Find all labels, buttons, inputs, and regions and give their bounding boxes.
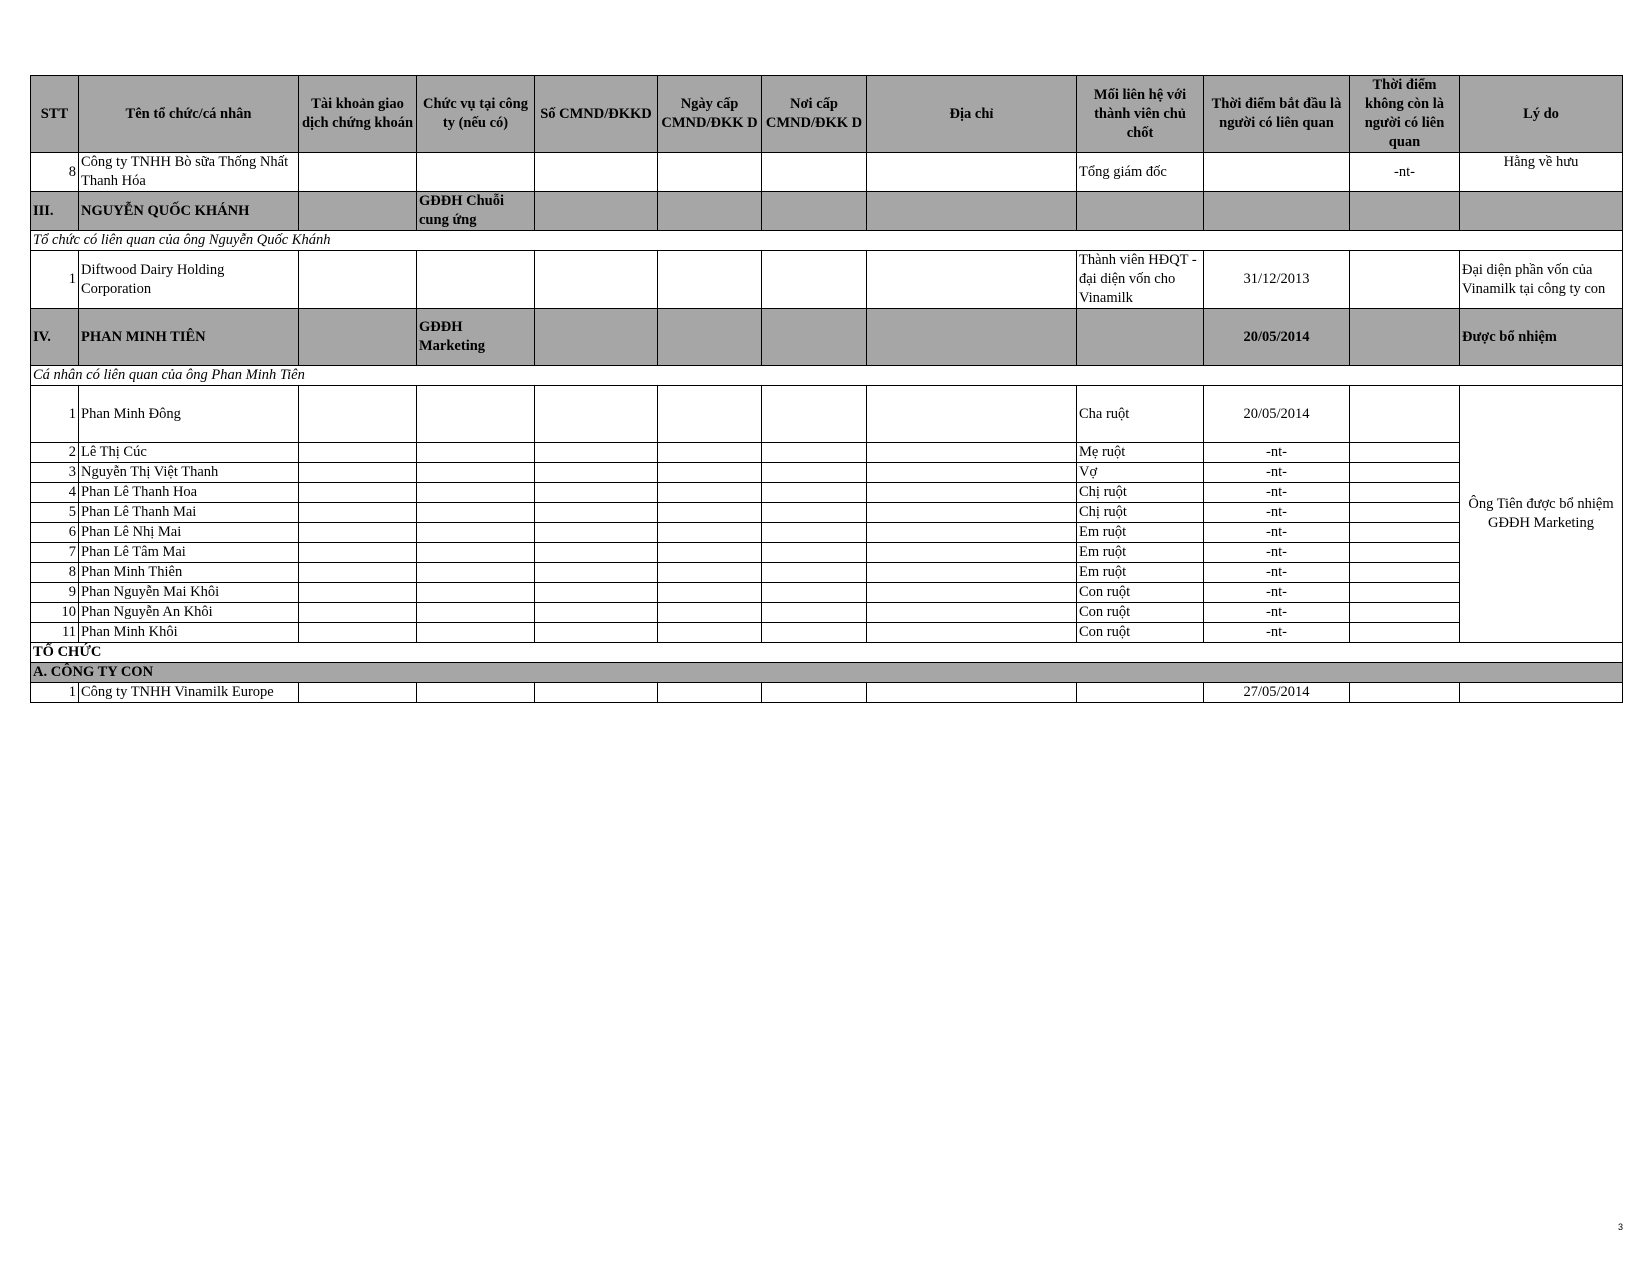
section-stt: IV. (31, 309, 79, 366)
section-org: TỔ CHỨC (31, 643, 1623, 663)
table-row (31, 251, 1623, 309)
section-name: PHAN MINH TIÊN (79, 309, 299, 366)
header-reason: Lý do (1460, 76, 1623, 153)
cell-name: Phan Lê Nhị Mai (79, 523, 299, 543)
cell-stt: 4 (31, 483, 79, 503)
section-row-subsidiary (31, 663, 1623, 683)
header-address: Địa chỉ (867, 76, 1077, 153)
header-id-place: Nơi cấp CMND/ĐKK D (762, 76, 867, 153)
cell-stt: 1 (31, 386, 79, 443)
cell-relation: Thành viên HĐQT - đại diện vốn cho Vinamilk (1077, 251, 1204, 309)
cell-start: -nt- (1204, 563, 1350, 583)
cell-start: -nt- (1204, 583, 1350, 603)
cell-stt: 11 (31, 623, 79, 643)
cell-relation: Vợ (1077, 463, 1204, 483)
table-row (31, 386, 1623, 443)
header-name: Tên tổ chức/cá nhân (79, 76, 299, 153)
cell-relation: Mẹ ruột (1077, 443, 1204, 463)
cell-relation: Chị ruột (1077, 483, 1204, 503)
cell-name: Công ty TNHH Bò sữa Thống Nhất Thanh Hóa (79, 153, 299, 192)
cell-relation: Chị ruột (1077, 503, 1204, 523)
cell-reason: Hằng về hưu (1460, 153, 1623, 192)
note-tien: Cá nhân có liên quan của ông Phan Minh Tiên (31, 366, 1623, 386)
note-row (31, 366, 1623, 386)
cell-name: Phan Lê Thanh Hoa (79, 483, 299, 503)
cell-start: 27/05/2014 (1204, 683, 1350, 703)
cell-end: -nt- (1350, 153, 1460, 192)
note-row (31, 231, 1623, 251)
cell-stt: 6 (31, 523, 79, 543)
cell-name: Phan Nguyễn An Khôi (79, 603, 299, 623)
table-row (31, 543, 1623, 563)
table-row (31, 603, 1623, 623)
table-row (31, 503, 1623, 523)
cell-name: Lê Thị Cúc (79, 443, 299, 463)
section-reason: Được bổ nhiệm (1460, 309, 1623, 366)
table-row (31, 563, 1623, 583)
section-row-khanh (31, 192, 1623, 231)
cell-stt: 1 (31, 251, 79, 309)
cell-start: -nt- (1204, 503, 1350, 523)
cell-relation: Con ruột (1077, 623, 1204, 643)
cell-stt: 8 (31, 563, 79, 583)
table-row (31, 153, 1623, 192)
cell-relation: Cha ruột (1077, 386, 1204, 443)
cell-start: -nt- (1204, 443, 1350, 463)
table-row (31, 623, 1623, 643)
cell-name: Nguyễn Thị Việt Thanh (79, 463, 299, 483)
cell-stt: 3 (31, 463, 79, 483)
cell-relation: Con ruột (1077, 583, 1204, 603)
cell-start: 31/12/2013 (1204, 251, 1350, 309)
cell-relation: Con ruột (1077, 603, 1204, 623)
cell-name: Phan Minh Khôi (79, 623, 299, 643)
header-id-no: Số CMND/ĐKKD (535, 76, 658, 153)
header-stt: STT (31, 76, 79, 153)
header-account: Tài khoản giao dịch chứng khoán (299, 76, 417, 153)
cell-stt: 5 (31, 503, 79, 523)
header-id-date: Ngày cấp CMND/ĐKK D (658, 76, 762, 153)
cell-reason: Đại diện phần vốn của Vinamilk tại công ty con (1460, 251, 1623, 309)
header-start: Thời điểm bắt đầu là người có liên quan (1204, 76, 1350, 153)
cell-start: -nt- (1204, 463, 1350, 483)
section-position: GĐĐH Marketing (417, 309, 535, 366)
section-stt: III. (31, 192, 79, 231)
cell-name: Công ty TNHH Vinamilk Europe (79, 683, 299, 703)
section-start: 20/05/2014 (1204, 309, 1350, 366)
table-row (31, 583, 1623, 603)
cell-relation: Em ruột (1077, 523, 1204, 543)
header-position: Chức vụ tại công ty (nếu có) (417, 76, 535, 153)
cell-reason-merged: Ông Tiên được bổ nhiệm GĐĐH Marketing (1460, 386, 1623, 643)
section-name: NGUYỄN QUỐC KHÁNH (79, 192, 299, 231)
section-row-tien (31, 309, 1623, 366)
section-row-org (31, 643, 1623, 663)
section-position: GĐĐH Chuỗi cung ứng (417, 192, 535, 231)
cell-relation: Tổng giám đốc (1077, 153, 1204, 192)
table-row (31, 443, 1623, 463)
cell-start: -nt- (1204, 623, 1350, 643)
cell-stt: 1 (31, 683, 79, 703)
cell-stt: 2 (31, 443, 79, 463)
cell-name: Phan Minh Đông (79, 386, 299, 443)
cell-stt: 8 (31, 153, 79, 192)
cell-name: Phan Nguyễn Mai Khôi (79, 583, 299, 603)
cell-start: -nt- (1204, 603, 1350, 623)
table-row (31, 463, 1623, 483)
table-row (31, 683, 1623, 703)
cell-name: Phan Lê Tâm Mai (79, 543, 299, 563)
cell-start: -nt- (1204, 483, 1350, 503)
cell-start: -nt- (1204, 543, 1350, 563)
cell-stt: 9 (31, 583, 79, 603)
cell-start: 20/05/2014 (1204, 386, 1350, 443)
cell-relation: Em ruột (1077, 563, 1204, 583)
section-subsidiary: A. CÔNG TY CON (31, 663, 1623, 683)
cell-name: Phan Lê Thanh Mai (79, 503, 299, 523)
cell-stt: 10 (31, 603, 79, 623)
cell-name: Diftwood Dairy Holding Corporation (79, 251, 299, 309)
cell-name: Phan Minh Thiên (79, 563, 299, 583)
cell-relation: Em ruột (1077, 543, 1204, 563)
table-row (31, 483, 1623, 503)
cell-start: -nt- (1204, 523, 1350, 543)
page-number: 3 (1618, 1222, 1624, 1232)
note-khanh: Tổ chức có liên quan của ông Nguyễn Quốc Khánh (31, 231, 1623, 251)
header-end: Thời điểm không còn là người có liên quan (1350, 76, 1460, 153)
related-persons-table (30, 75, 1623, 703)
table-row (31, 523, 1623, 543)
header-row (31, 76, 1623, 153)
cell-stt: 7 (31, 543, 79, 563)
header-relation: Mối liên hệ với thành viên chủ chốt (1077, 76, 1204, 153)
